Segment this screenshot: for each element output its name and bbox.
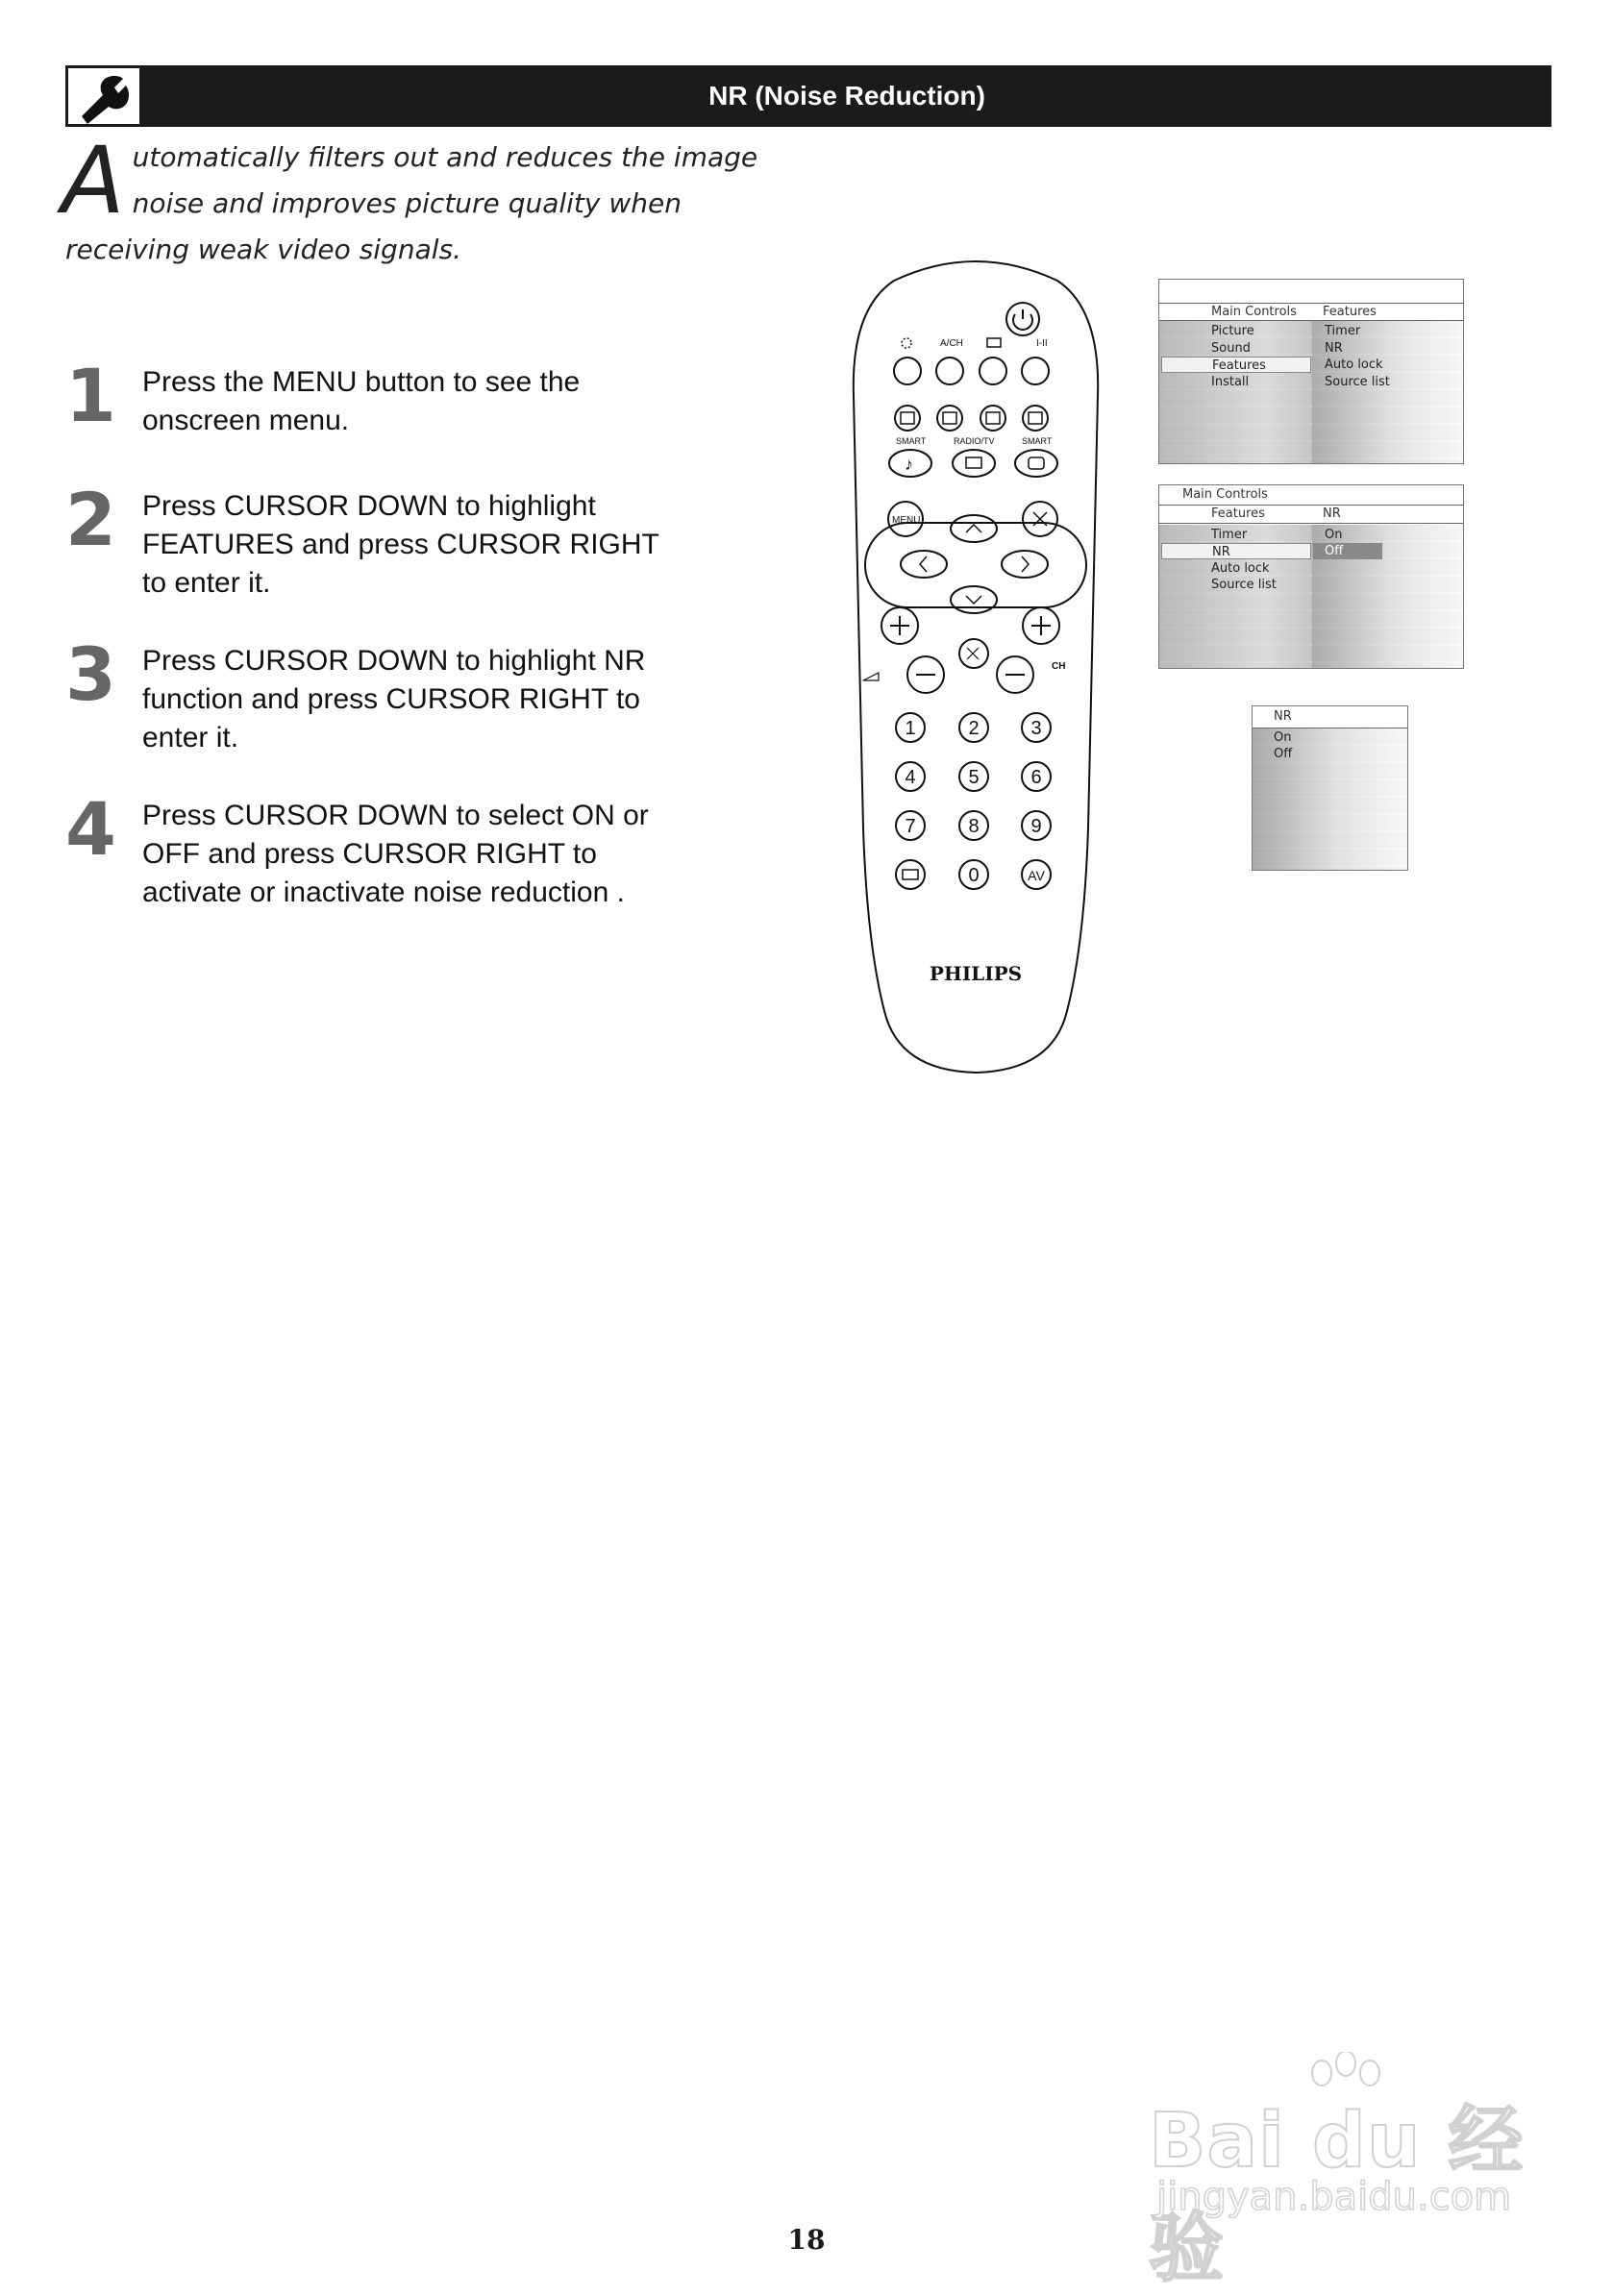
section-header: [65, 65, 1551, 127]
digit-label: 8: [968, 816, 980, 837]
osd-item-selected: Features: [1161, 357, 1311, 373]
step-text: Press CURSOR DOWN to select ON or OFF and press CURSOR RIGHT to activate or inactivate noise reduction .: [142, 800, 649, 908]
osd-menu-features: [1158, 484, 1464, 669]
step-4: [65, 786, 681, 912]
smart-sound-label: SMART: [896, 436, 927, 446]
digit-label: 1: [905, 718, 916, 739]
radio-tv-label: RADIO/TV: [954, 436, 995, 446]
osd-title: Main Controls: [1182, 487, 1268, 502]
ach-label: A/CH: [940, 338, 963, 349]
osd-head-left: Main Controls: [1211, 305, 1297, 319]
step-number: 4: [65, 786, 116, 872]
osd-item: Source list: [1211, 578, 1277, 592]
osd-item: Timer: [1211, 528, 1248, 542]
osd-menu-main: [1158, 279, 1464, 464]
osd-item: Off: [1274, 747, 1293, 761]
step-text: Press CURSOR DOWN to highlight NR function and press CURSOR RIGHT to enter it.: [142, 645, 646, 753]
digit-label: 6: [1030, 767, 1042, 788]
intro-paragraph: [62, 127, 796, 273]
osd-item-selected: Off: [1313, 543, 1382, 559]
step-number: 1: [65, 353, 116, 438]
watermark-url: jingyan.baidu.com: [1156, 2175, 1512, 2219]
ch-label: CH: [1052, 661, 1066, 672]
osd-head-right: Features: [1323, 305, 1377, 319]
osd-head-left: Features: [1211, 506, 1265, 521]
osd-head-right: NR: [1323, 506, 1341, 521]
osd-item: Source list: [1325, 375, 1390, 389]
intro-text: utomatically filters out and reduces the image noise and improves picture quality when receiving weak video signals.: [65, 141, 758, 265]
osd-item: Picture: [1211, 324, 1254, 338]
page-title: NR (Noise Reduction): [708, 81, 985, 111]
brand-logo: PHILIPS: [929, 962, 1023, 985]
osd-item: On: [1274, 730, 1292, 745]
osd-item-selected: NR: [1161, 543, 1311, 559]
osd-item: On: [1325, 528, 1343, 542]
page-number: 18: [787, 2224, 826, 2256]
step-number: 3: [65, 631, 116, 717]
osd-item: NR: [1325, 341, 1343, 356]
digit-label: 5: [968, 767, 980, 788]
step-3: [65, 631, 681, 757]
digit-label: 2: [968, 718, 980, 739]
watermark-logo: Bai du 经验: [1149, 2098, 1525, 2292]
step-number: 2: [65, 477, 116, 562]
smart-picture-label: SMART: [1022, 436, 1053, 446]
digit-label: 3: [1030, 718, 1042, 739]
osd-item: Auto lock: [1211, 561, 1270, 576]
step-1: [65, 353, 681, 440]
step-2: [65, 477, 681, 603]
step-text: Press CURSOR DOWN to highlight FEATURES and press CURSOR RIGHT to enter it.: [142, 490, 659, 599]
svg-text:♪: ♪: [905, 455, 913, 474]
remote-control: [836, 252, 1115, 1078]
menu-label: MENU: [892, 515, 921, 526]
digit-label: 4: [905, 767, 916, 788]
drop-cap: A: [62, 127, 125, 235]
osd-item: Sound: [1211, 341, 1251, 356]
av-label: AV: [1028, 868, 1045, 883]
osd-item: Timer: [1325, 324, 1361, 338]
osd-item: Install: [1211, 375, 1250, 389]
watermark: [1149, 2052, 1533, 2292]
wrench-icon: [65, 65, 142, 127]
step-text: Press the MENU button to see the onscreen menu.: [142, 366, 581, 436]
osd-menu-nr: [1252, 705, 1408, 871]
osd-item: Auto lock: [1325, 358, 1383, 372]
digit-label: 9: [1030, 816, 1042, 837]
osd-head: NR: [1274, 709, 1292, 724]
digit-label: 7: [905, 816, 916, 837]
digit-label: 0: [968, 865, 980, 886]
i-ii-label: I-II: [1036, 338, 1048, 349]
